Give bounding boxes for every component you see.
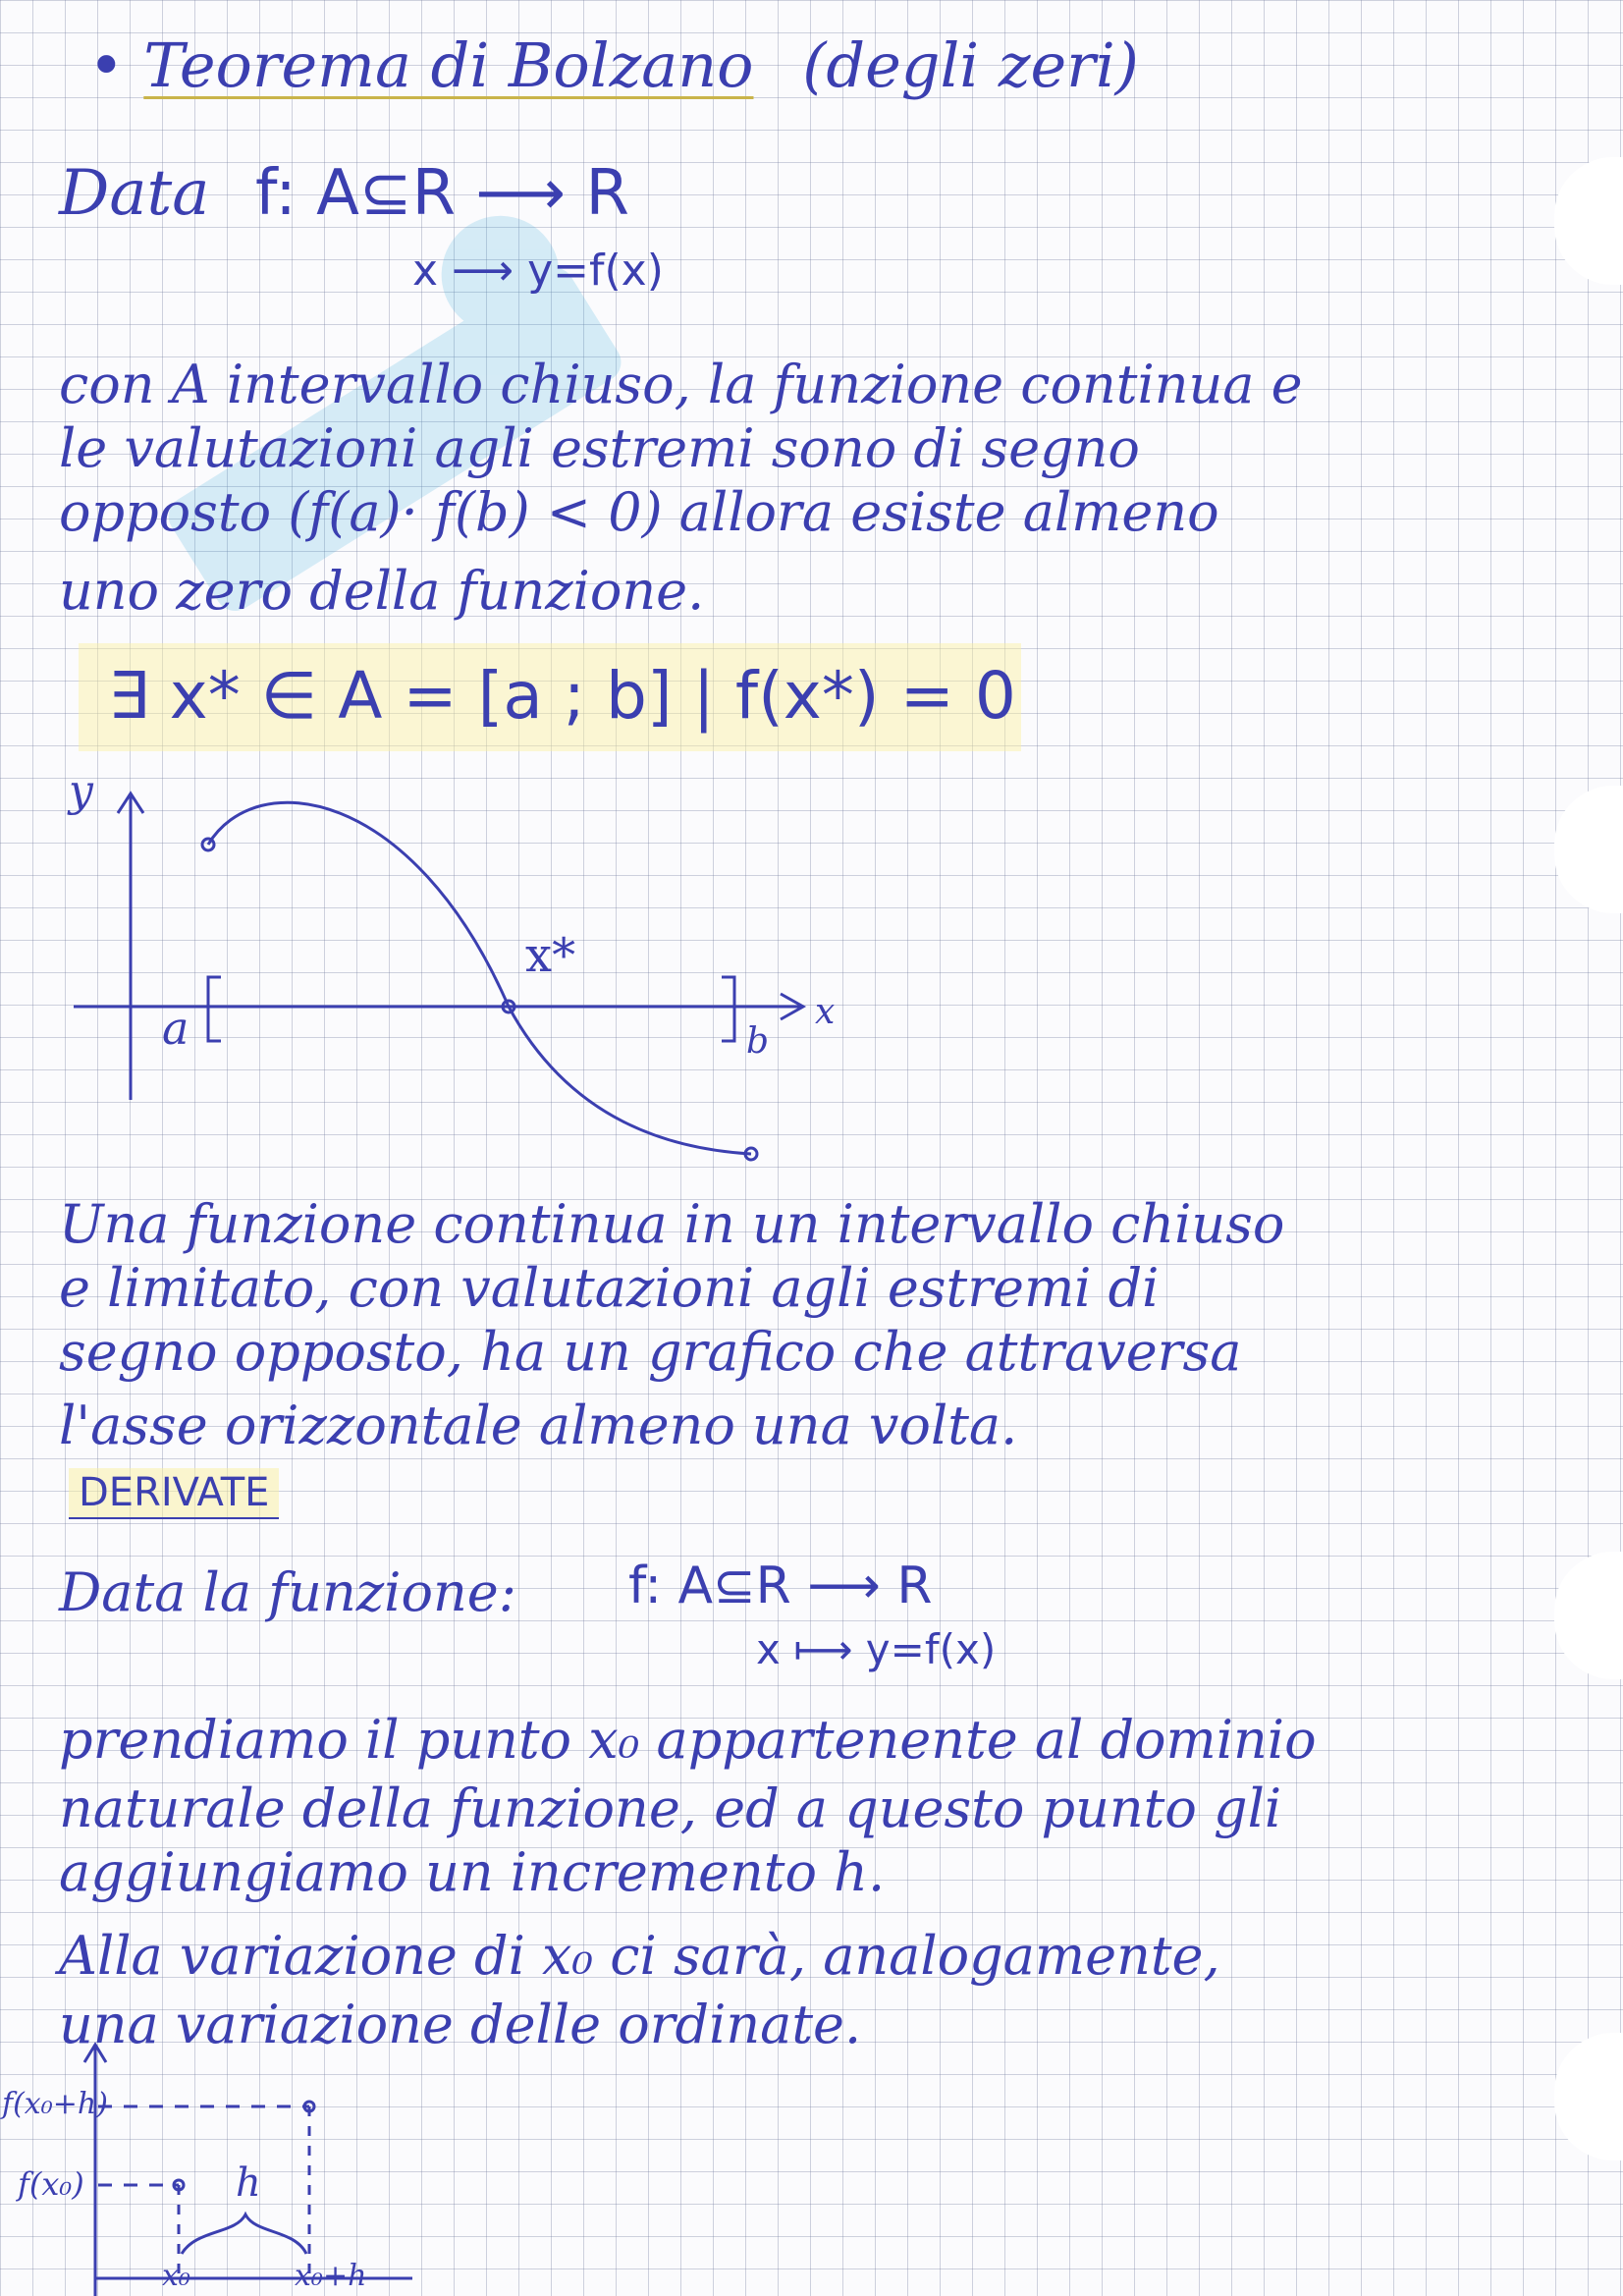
graph2-fx0-label: f(x₀)	[18, 2165, 84, 2203]
derivate-line: Alla variazione di x₀ ci sarà, analogamente,	[59, 1925, 1220, 1987]
derivate-mapping-1: f: A⊆R ⟶ R	[628, 1557, 933, 1615]
graph2-h-label: h	[236, 2160, 261, 2206]
theorem-mapping-1: f: A⊆R ⟶ R	[255, 157, 629, 230]
graph1-bracket-a	[208, 977, 221, 1041]
title-sub: (degli zeri)	[802, 29, 1139, 101]
graph1-x-arrow	[781, 994, 803, 1019]
derivate-line: aggiungiamo un incremento h.	[59, 1841, 886, 1903]
derivate-line: una variazione delle ordinate.	[59, 1994, 862, 2055]
theorem-mapping-2: x ⟶ y=f(x)	[412, 246, 664, 296]
derivate-mapping-2: x ⟼ y=f(x)	[756, 1625, 997, 1673]
graph2-point-x0	[174, 2180, 184, 2190]
graph1-y-arrow	[118, 793, 143, 813]
explanation-line: e limitato, con valutazioni agli estremi di	[59, 1257, 1160, 1319]
theorem-formula: ∃ x* ∈ A = [a ; b] | f(x*) = 0	[108, 658, 1016, 734]
graph1-end-point	[745, 1148, 757, 1160]
derivate-line: naturale della funzione, ed a questo punto gli	[59, 1777, 1282, 1839]
binder-hole	[1554, 1552, 1623, 1679]
derivate-given: Data la funzione:	[59, 1561, 516, 1623]
derivate-line: prendiamo il punto x₀ appartenente al dominio	[59, 1709, 1317, 1771]
graph1-root-label: x*	[525, 928, 576, 983]
graph2-point-x0h	[304, 2102, 314, 2111]
theorem-line: le valutazioni agli estremi sono di segno	[59, 417, 1140, 479]
explanation-line: l'asse orizzontale almeno una volta.	[59, 1394, 1018, 1456]
theorem-line: opposto (f(a)· f(b) < 0) allora esiste almeno	[59, 481, 1219, 543]
binder-hole	[1554, 786, 1623, 913]
theorem-line: con A intervallo chiuso, la funzione continua e	[59, 354, 1303, 415]
explanation-line: Una funzione continua in un intervallo chiuso	[59, 1193, 1285, 1255]
explanation-line: segno opposto, ha un grafico che attraversa	[59, 1321, 1242, 1383]
binder-hole	[1554, 157, 1623, 285]
graph2-x0h-label: x₀+h	[295, 2259, 367, 2293]
graph1-curve	[208, 802, 751, 1154]
graph1-a-label: a	[162, 1002, 189, 1055]
derivate-heading: DERIVATE	[69, 1468, 279, 1519]
graph1-start-point	[202, 839, 214, 850]
title-main: Teorema di Bolzano	[143, 29, 754, 101]
graph1-b-label: b	[746, 1021, 770, 1062]
graph1-bracket-b	[722, 977, 734, 1041]
graph1-x-label: x	[815, 992, 836, 1032]
binder-hole	[1554, 2033, 1623, 2160]
page-title	[88, 29, 1139, 101]
graph2-brace	[182, 2214, 306, 2254]
graph1-root-point	[503, 1001, 514, 1012]
title-bullet: •	[88, 29, 125, 101]
theorem-given: Data	[59, 157, 210, 230]
graph1-y-label: y	[69, 766, 93, 816]
theorem-line: uno zero della funzione.	[59, 560, 705, 622]
graph2-x0-label: x₀	[162, 2259, 190, 2293]
graph2-fx0h-label: f(x₀+h)	[2, 2087, 108, 2121]
